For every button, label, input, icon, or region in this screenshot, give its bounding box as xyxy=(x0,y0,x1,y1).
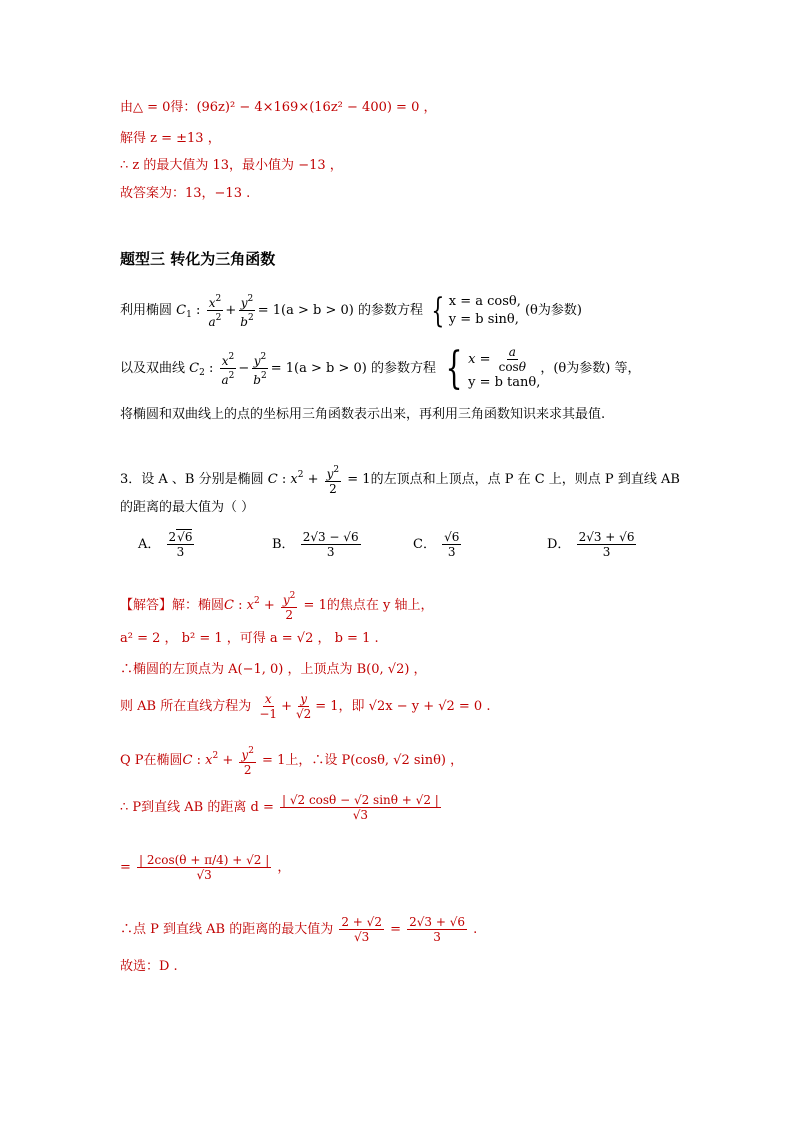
option-b: B． $\frac{2√3 - √6}{3}$ xyxy=(272,530,359,559)
solution-s5b: 上，∴设 P(cosθ, √2 sinθ) ， xyxy=(285,753,464,768)
solution-s5a: Q P在椭圆 xyxy=(120,753,183,768)
simplified-denominator: √3 xyxy=(196,868,212,882)
max-denominator-1: √3 xyxy=(354,930,370,944)
solution-line2: a² = 2 ， b² = 1 ，可得 a = √2 ， b = 1 . xyxy=(120,631,379,646)
solution-s1b: 的焦点在 y 轴上， xyxy=(326,598,434,613)
method-ellipse-mid: (a > b > 0) 的参数方程 xyxy=(281,303,423,318)
hyperbola-case-y: y = b tanθ, xyxy=(468,375,541,390)
method-hyperbola-suffix: ，(θ为参数) 等， xyxy=(540,361,641,376)
method-ellipse-prefix: 利用椭圆 xyxy=(120,303,173,318)
max-min-line: ∴ z 的最大值为 13，最小值为 −13 ， xyxy=(120,158,343,173)
method-hyperbola-prefix: 以及双曲线 xyxy=(120,361,186,376)
solution-s8a: ∴点 P 到直线 AB 的距离的最大值为 xyxy=(120,922,334,937)
option-b-label: B． xyxy=(272,537,295,552)
option-a: A． $\frac{2√6}{3}$ xyxy=(138,530,193,559)
solution-s1: 解：椭圆 xyxy=(172,598,225,613)
ellipse-x-term: $\frac{x^2}{a^2}$ xyxy=(208,294,222,329)
solution-line3: ∴椭圆的左顶点为 A(−1, 0) ，上顶点为 B(0, √2) ， xyxy=(120,662,427,677)
method-hyperbola-mid: (a > b > 0) 的参数方程 xyxy=(294,361,436,376)
solution-line1: 【解答】解：椭圆C : $x^2$ + $\frac{y^2}{2}$ = 1的焦点在 y 轴上， xyxy=(120,591,434,622)
solution-tag: 【解答】 xyxy=(120,598,173,613)
ellipse-y-term: $\frac{y^2}{b^2}$ xyxy=(240,294,254,329)
hyperbola-x-term: $\frac{x^2}{a^2}$ xyxy=(221,352,235,387)
solution-s4b: ，即 √2x − y + √2 = 0 . xyxy=(338,699,491,714)
option-d: D． $\frac{2√3 + √6}{3}$ xyxy=(547,530,635,559)
hyperbola-y-term: $\frac{y^2}{b^2}$ xyxy=(253,352,267,387)
solve-line: 解得 z = ±13 ， xyxy=(120,131,221,146)
condition-line xyxy=(120,99,437,117)
solution-line5: Q P在椭圆C : $x^2$ + $\frac{y^2}{2}$ = 1上，∴设 P(cosθ, √2 sinθ) ， xyxy=(120,746,464,777)
problem-stem-line1: 3．设 A 、B 分别是椭圆 C : $x^2$ + $\frac{y^2}{2}$ = 1的左顶点和上顶点，点 P 在 C 上，则点 P 到直线 AB xyxy=(120,465,680,496)
simplified-numerator: | 2cos(θ + π/4) + √2 | xyxy=(139,853,270,867)
discriminant-expression: (96z)² − 4×169×(16z² − 400) = 0 ， xyxy=(196,100,437,115)
problem-stem-line2: 的距离的最大值为（ ） xyxy=(120,500,255,515)
discriminant-label: 由△ = 0得： xyxy=(120,100,197,115)
option-d-label: D． xyxy=(547,537,571,552)
max-numerator-1: 2 + √2 xyxy=(341,915,382,929)
solution-line8: ∴点 P 到直线 AB 的距离的最大值为 $\frac{2 + √2}{√3}$ = $\frac{2√3 + √6}{3}$ . xyxy=(120,915,478,944)
section-heading: 题型三 转化为三角函数 xyxy=(120,250,276,268)
solution-final: 故选：D . xyxy=(120,959,178,974)
method-summary: 将椭圆和双曲线上的点的坐标用三角函数表示出来，再利用三角函数知识来求其最值. xyxy=(120,407,606,422)
option-c-label: C． xyxy=(413,537,436,552)
ellipse-case-x: x = a cosθ, xyxy=(448,293,521,309)
max-numerator-2: 2√3 + √6 xyxy=(409,915,466,929)
option-a-label: A． xyxy=(138,537,161,552)
stem-part-b: 的左顶点和上顶点，点 P 在 C 上，则点 P 到直线 AB xyxy=(370,472,680,487)
left-brace: { xyxy=(445,342,463,394)
answer-line: 故答案为：13，−13 . xyxy=(120,186,251,201)
method-ellipse-suffix: (θ为参数) xyxy=(524,303,582,318)
stem-part-a: 3．设 A 、B 分别是椭圆 xyxy=(120,472,264,487)
solution-line4: 则 AB 所在直线方程为 $\frac{x}{-1}$ + $\frac{y}{√2}$ = 1，即 √2x − y + √2 = 0 . xyxy=(120,692,491,721)
solution-line7: = $\frac{| 2\cos(\theta + \pi/4) + √2 |}{√3}$ ， xyxy=(120,853,291,882)
solution-s6a: ∴ P到直线 AB 的距离 d = xyxy=(120,800,274,815)
method-ellipse-line: 利用椭圆 $C_1$ : $\frac{x^2}{a^2}$ + $\frac{y^2}{b^2}$ = 1(a > b > 0) 的参数方程 { x = a cosθ, y = b sinθ, (θ为参数) xyxy=(120,290,582,331)
left-brace: { xyxy=(431,290,445,331)
hyperbola-param-cases xyxy=(468,345,540,392)
ellipse-case-y: y = b sinθ, xyxy=(448,311,519,327)
hyperbola-case-x: x = $\frac{a}{\cos\theta}$ xyxy=(468,345,526,374)
option-c: C． $\frac{√6}{3}$ xyxy=(413,530,460,559)
distance-numerator: | √2 cosθ − √2 sinθ + √2 | xyxy=(281,793,439,807)
method-hyperbola-line: 以及双曲线 $C_2$ : $\frac{x^2}{a^2}$ − $\frac{y^2}{b^2}$ = 1(a > b > 0) 的参数方程 { x = $\frac{a}{\cos\theta}$ y = b tanθ, ，(θ为参数) 等， xyxy=(120,342,641,394)
distance-denominator: √3 xyxy=(352,808,369,822)
ellipse-param-cases xyxy=(449,293,521,329)
solution-line6 xyxy=(120,788,443,828)
solution-s4a: 则 AB 所在直线方程为 xyxy=(120,699,252,714)
max-denominator-2: 3 xyxy=(433,930,441,944)
